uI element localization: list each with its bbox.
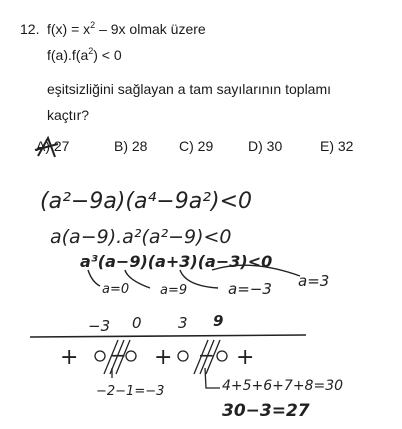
choice-value: 28 (131, 138, 148, 154)
choice-letter: D) (248, 138, 263, 154)
choice-value: 27 (53, 138, 70, 154)
prompt-line-1: eşitsizliğini sağlayan a tam sayılarının toplamı (47, 81, 332, 97)
sign-5: + (236, 345, 255, 370)
root-a3: a=3 (298, 272, 330, 290)
sum-right: 4+5+6+7+8=30 (222, 378, 344, 394)
solution-line-3: a³(a−9)(a+3)(a−3)<0 (80, 252, 273, 271)
function-exponent: 2 (90, 20, 96, 30)
inequality-exponent: 2 (88, 46, 94, 56)
answer-check-mark (35, 138, 58, 157)
choice-value: 29 (197, 138, 214, 154)
choice-value: 32 (337, 138, 354, 154)
choice-letter: A) (36, 138, 50, 154)
sign-3: + (154, 345, 173, 370)
number-line (30, 335, 306, 337)
question-number: 12. (20, 21, 40, 37)
inequality-suffix: ) < 0 (93, 47, 122, 63)
function-prefix: f(x) = x (47, 21, 91, 37)
nl-label-3: 3 (178, 314, 188, 332)
prompt-line-2: kaçtır? (47, 107, 90, 123)
sign-2: − (110, 343, 127, 367)
sign-4: − (198, 343, 215, 367)
nl-label-minus3: −3 (88, 317, 111, 335)
choice-letter: B) (114, 138, 128, 154)
inequality-prefix: f(a).f(a (47, 47, 89, 63)
choice-letter: C) (179, 138, 194, 154)
nl-label-9: 9 (213, 312, 224, 330)
choice-value: 30 (266, 138, 283, 154)
choice-letter: E) (320, 138, 334, 154)
final-result: 30−3=27 (222, 401, 310, 421)
root-arrow (88, 270, 100, 286)
nl-label-0: 0 (132, 314, 142, 332)
root-a0: a=0 (102, 282, 130, 297)
root-a-3: a=−3 (228, 280, 272, 298)
solution-line-2: a(a−9).a²(a²−9)<0 (50, 226, 232, 248)
sign-1: + (60, 345, 79, 370)
root-a9: a=9 (160, 283, 188, 298)
sum-left: −2−1=−3 (96, 384, 165, 399)
solution-line-1: (a²−9a)(a⁴−9a²)<0 (40, 189, 253, 214)
function-suffix: – 9x olmak üzere (95, 21, 206, 37)
